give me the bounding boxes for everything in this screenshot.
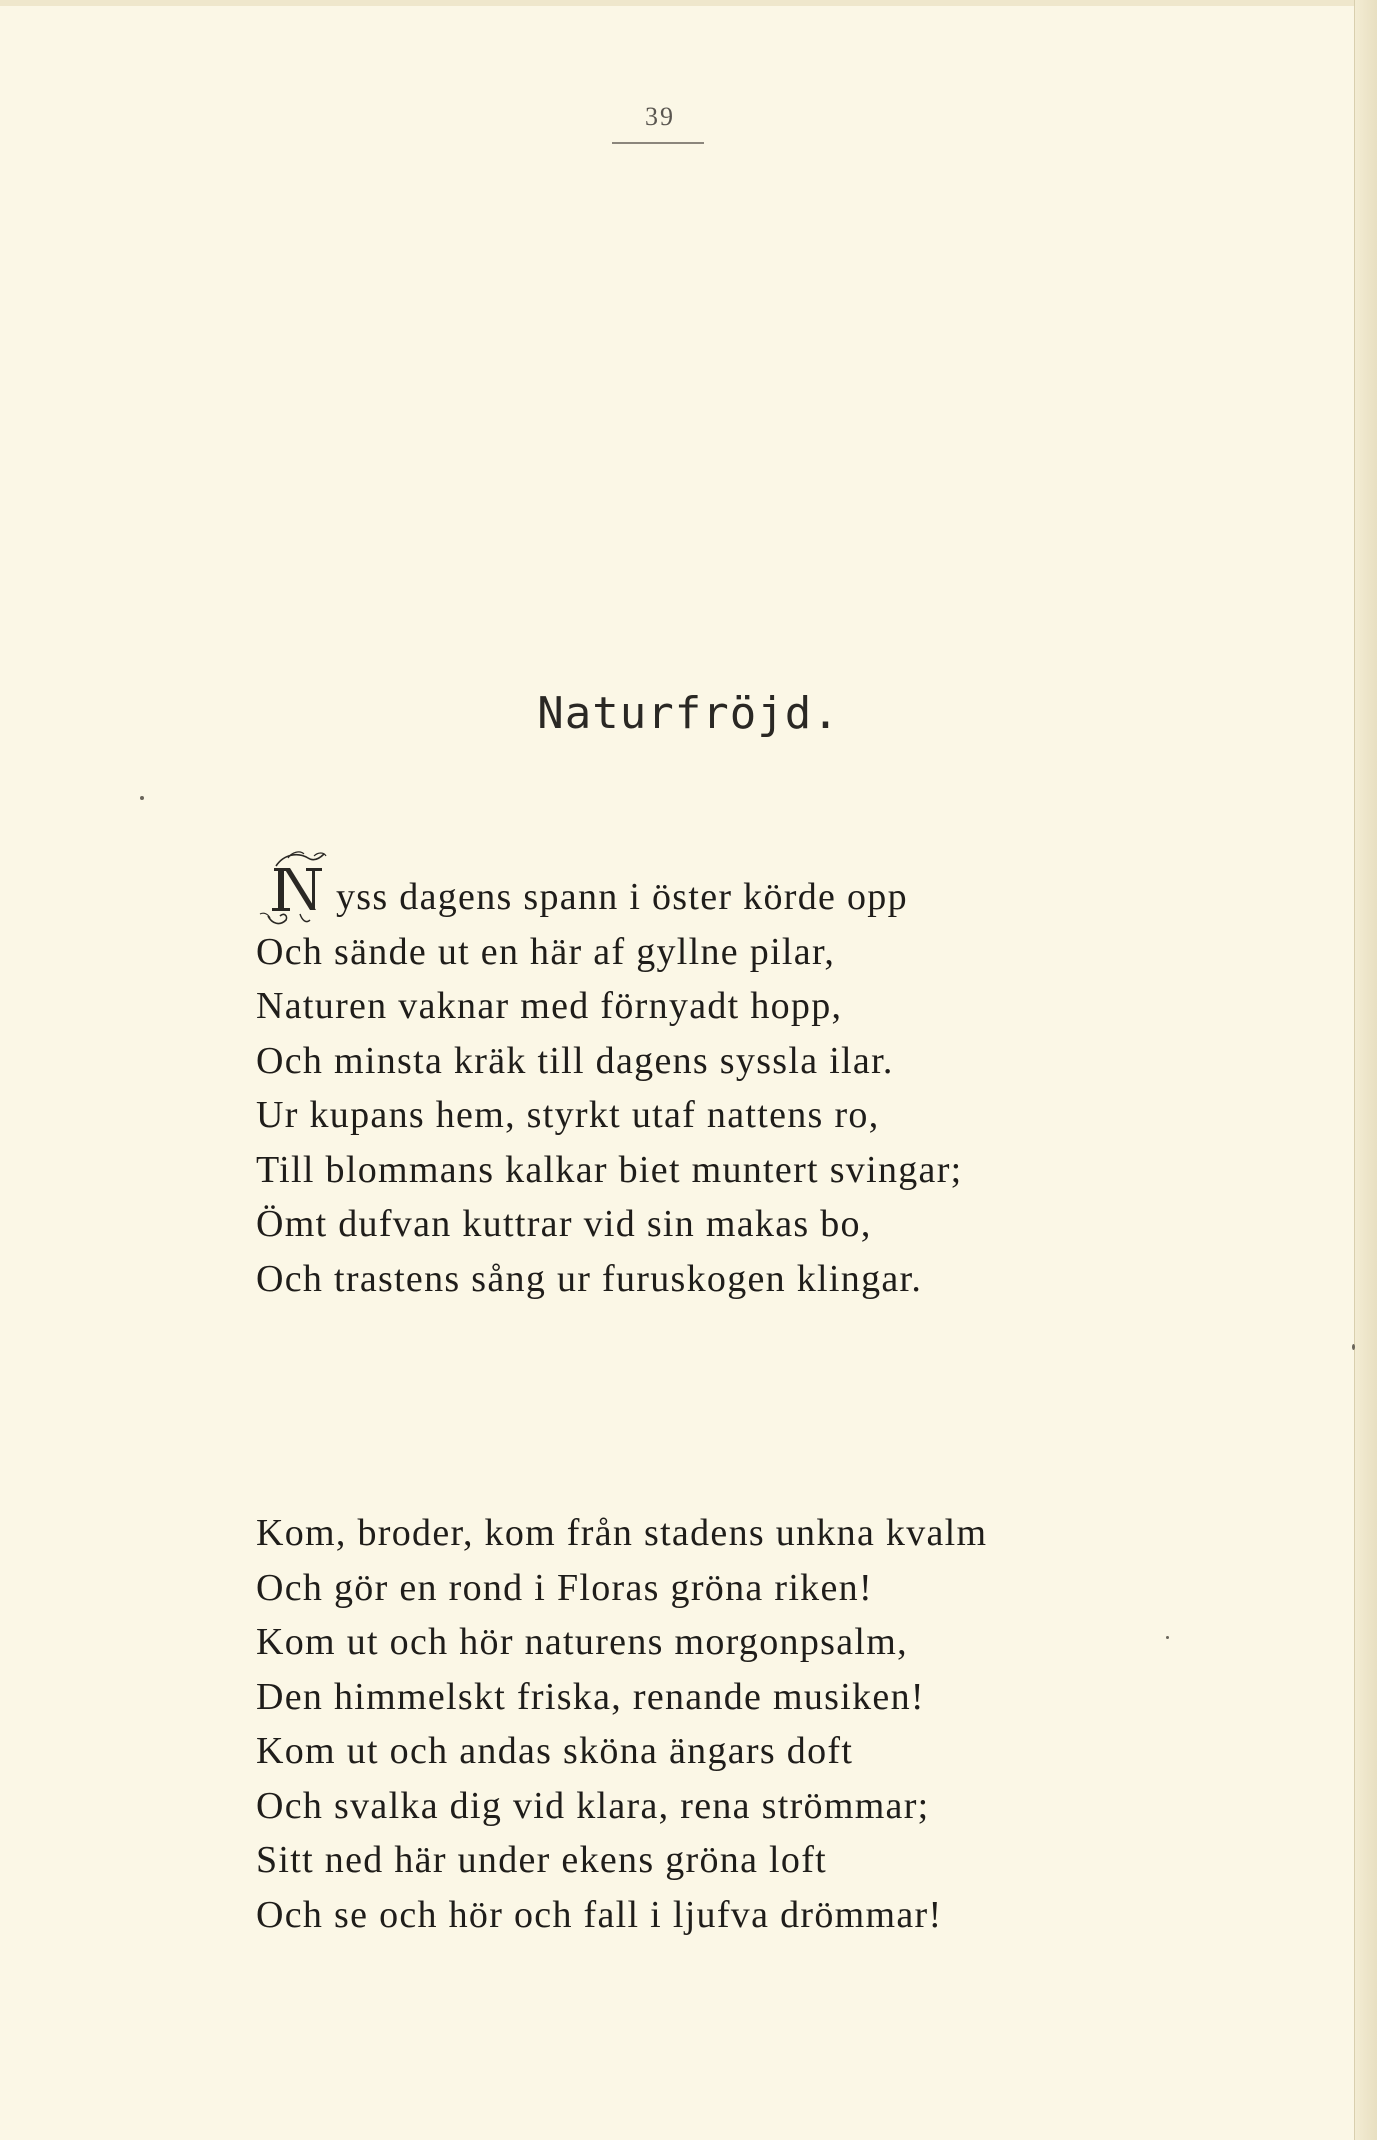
stanza-2-line-7: Sitt ned här under ekens gröna loft: [256, 1839, 828, 1881]
stanza-1-line-5: Ur kupans hem, styrkt utaf nattens ro,: [256, 1094, 880, 1136]
stanza-2-line-1: Kom, broder, kom från stadens unkna kvalm: [256, 1512, 988, 1554]
paper-speck: [140, 796, 144, 800]
stanza-1-line-7: Ömt dufvan kuttrar vid sin makas bo,: [256, 1203, 872, 1245]
stanza-1-line-4: Och minsta kräk till dagens syssla ilar.: [256, 1039, 894, 1082]
paper-speck: [1166, 1636, 1169, 1639]
stanza-2-line-2: Och gör en rond i Floras gröna riken!: [256, 1566, 873, 1609]
stanza-2-line-6: Och svalka dig vid klara, rena strömmar;: [256, 1784, 930, 1827]
stanza-1-line-2: Och sände ut en här af gyllne pilar,: [256, 930, 836, 973]
stanza-1: [256, 870, 1256, 1306]
stanza-1-line-6: Till blommans kalkar biet muntert svingar;: [256, 1148, 963, 1191]
page-number-rule: [612, 142, 704, 144]
stanza-2-line-5: Kom ut och andas sköna ängars doft: [256, 1730, 854, 1772]
page-top-edge: [0, 0, 1355, 6]
stanza-2-line-3: Kom ut och hör naturens morgonpsalm,: [256, 1621, 908, 1663]
poem-title: Naturfröjd.: [537, 688, 840, 739]
stanza-2-line-4: Den himmelskt friska, renande musiken!: [256, 1675, 925, 1718]
stanza-1-line-8: Och trastens sång ur furuskogen klingar.: [256, 1257, 923, 1300]
stanza-1-line-3: Naturen vaknar med förnyadt hopp,: [256, 985, 843, 1027]
page-right-edge: [1354, 0, 1377, 2140]
stanza-1-line-1-text: yss dagens spann i öster körde opp: [336, 876, 908, 918]
ornamental-dropcap: [258, 844, 334, 930]
stanza-2: [256, 1506, 1256, 1942]
page-number: 39: [645, 102, 675, 131]
stanza-2-line-8: Och se och hör och fall i ljufva drömmar!: [256, 1893, 943, 1936]
stanza-1-line-1: [256, 870, 1256, 925]
paper-speck: [1352, 1344, 1355, 1350]
